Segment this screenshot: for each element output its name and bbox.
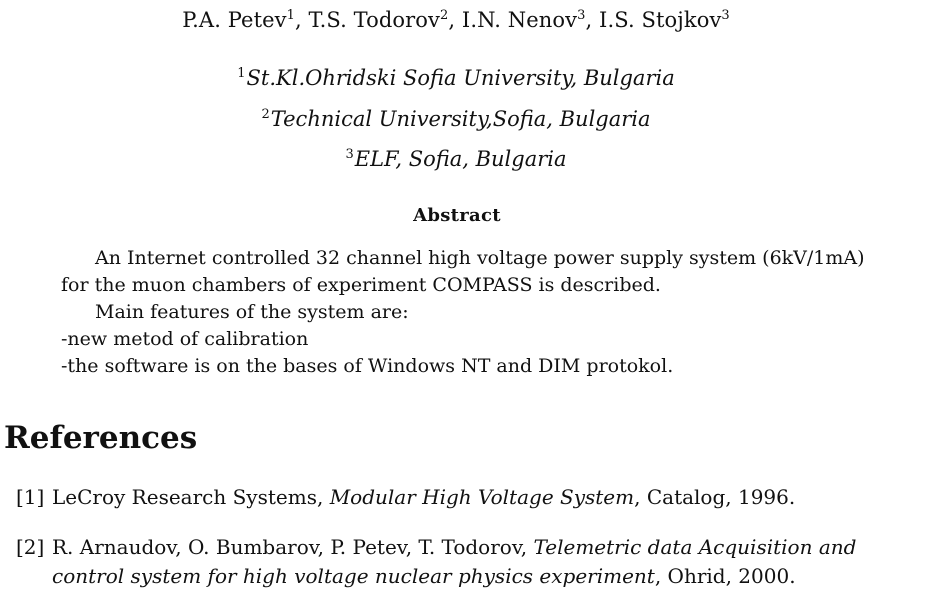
author-affiliation-mark: 3 [577, 8, 586, 23]
abstract-title: Abstract [413, 205, 501, 226]
author-separator: , [448, 8, 462, 32]
reference-item [16, 533, 856, 561]
reference-item [16, 483, 795, 511]
reference-authors: LeCroy Research Systems, [52, 485, 330, 509]
affiliation-mark: 1 [237, 66, 246, 81]
affiliation-text: ELF, Sofia, Bulgaria [354, 147, 567, 171]
reference-number: [2] [16, 535, 45, 559]
abstract-line: -the software is on the bases of Windows NT and DIM protokol. [61, 355, 674, 377]
author-name: I.N. Nenov [461, 8, 578, 32]
reference-number: [1] [16, 485, 45, 509]
abstract-line: Main features of the system are: [95, 301, 409, 323]
affiliation-2 [0, 107, 912, 131]
reference-authors: R. Arnaudov, O. Bumbarov, P. Petev, T. Todorov, [52, 535, 534, 559]
author-affiliation-mark: 1 [286, 8, 295, 23]
reference-details: , Ohrid, 2000. [654, 564, 796, 588]
affiliation-mark: 3 [345, 147, 354, 162]
reference-title: Modular High Voltage System [329, 485, 635, 509]
reference-details: , Catalog, 1996. [634, 485, 796, 509]
affiliation-text: Technical University,Sofia, Bulgaria [270, 107, 651, 131]
affiliation-1 [0, 66, 912, 90]
author-separator: , [294, 8, 309, 32]
author-name: P.A. Petev [182, 8, 287, 32]
reference-title: Telemetric data Acquisition and [533, 535, 857, 559]
author-separator: , [585, 8, 600, 32]
author-affiliation-mark: 3 [721, 8, 730, 23]
affiliation-mark: 2 [261, 107, 270, 122]
abstract-line: -new metod of calibration [61, 328, 309, 350]
reference-title: control system for high voltage nuclear physics experiment [52, 564, 655, 588]
reference-item-continuation [52, 562, 796, 590]
abstract-line: for the muon chambers of experiment COMPASS is described. [61, 274, 661, 296]
author-name: T.S. Todorov [308, 8, 440, 32]
abstract-line: An Internet controlled 32 channel high voltage power supply system (6kV/1mA) [95, 247, 865, 269]
affiliation-3 [0, 147, 912, 171]
author-affiliation-mark: 2 [439, 8, 449, 23]
affiliation-text: St.Kl.Ohridski Sofia University, Bulgaria [246, 66, 675, 90]
references-heading: References [4, 420, 198, 456]
author-list [0, 8, 912, 32]
author-name: I.S. Stojkov [599, 8, 722, 32]
